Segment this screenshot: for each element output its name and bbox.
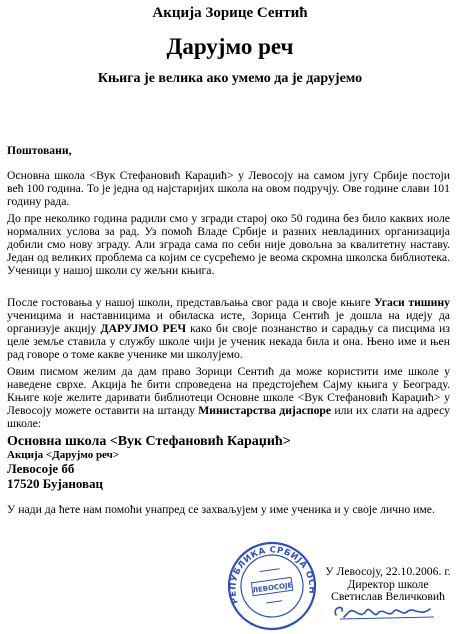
paragraph-2: До пре неколико година радили смо у згради старој око 50 година без било каквих иоле нормалних услова за рад. Уз помоћ Владе Србије и разних невладиних организација добили смо нову зграду. Али зграда сама по себи није довољна за квалитетну наставу. Један од великих проблема са којим се сусрећемо је веома скромна школска библиотека. Ученици у нашој школи су жељни књига. bbox=[7, 212, 450, 277]
paragraph-1: Основна школа <Вук Стефановић Караџић> у Левосоју на самом југу Србије постоји већ 100 година. То је једна од најстаријих школа на овом подручју. Ове године слави 101 годину рада. bbox=[7, 169, 450, 208]
school-stamp bbox=[222, 540, 322, 632]
school-address bbox=[7, 434, 291, 491]
paragraph-3 bbox=[7, 296, 450, 361]
paragraph-3-text-b: ученицима и наставницима и обиласка исте, Зорица Сентић је дошла на идеју да организује акцију bbox=[7, 309, 450, 335]
handwritten-signature bbox=[330, 601, 440, 625]
action-name: ДАРУЈМО РЕЧ bbox=[100, 322, 187, 335]
book-title: Угаси тишину bbox=[374, 296, 450, 309]
paragraph-3-text-c: како би своје познанство и сарадњу са писцима из целе земље ставила у службу школе чији је ученик некада била и она. Њено име и њен рад говоре о томе какве ученике ми школујемо. bbox=[7, 322, 451, 361]
closing-paragraph: У нади да ћете нам помоћи унапред се захваљујем у име ученика и у своје лично име. bbox=[7, 503, 435, 516]
campaign-heading: Акција Зорице Сентић bbox=[152, 5, 308, 21]
address-line-postal: 17520 Бујановац bbox=[7, 476, 104, 491]
address-line-village: Левосоје бб bbox=[7, 461, 75, 476]
stamp-center-text: ЛЕВОСОЈЕ bbox=[251, 581, 293, 595]
paragraph-4 bbox=[7, 365, 450, 430]
page-subtitle: Књига је велика ако умемо да је даруjемо bbox=[97, 71, 363, 86]
paragraph-4-text-a: Овим писмом желим да дам право Зорици Сентић да може користити име школе у наведене сврхе. Акција ће бити спроведена на предстојећем Сајму књига у Београду. Књиге које желите даривати библиотеци Основне школе <Вук Стефановић Караџић> у Левосоју можете оставити на штанду bbox=[7, 365, 450, 417]
signer-name: Светислав Величковић bbox=[331, 590, 445, 603]
ministry-name: Министарства дијаспоре bbox=[198, 404, 332, 417]
stamp-outer-text: РЕПУБЛИКА СРБИЈА ОСНОВНА bbox=[228, 545, 317, 605]
signer-role: Директор школе bbox=[347, 577, 429, 591]
signature-block bbox=[318, 566, 458, 604]
address-line-school: Основна школа <Вук Стефановић Караџић> bbox=[7, 434, 291, 449]
place-date: У Левосоју, 22.10.2006. г. bbox=[325, 565, 451, 578]
paragraph-4-text-b: или их слати на адресу школе: bbox=[7, 404, 450, 430]
paragraph-3-text-a: После гостовања у нашој школи, представљања свог рада и своје књиге bbox=[7, 296, 375, 309]
page-title: Даруjмо реч bbox=[166, 34, 294, 59]
greeting bbox=[7, 144, 450, 157]
greeting-text: Поштовани, bbox=[7, 144, 72, 157]
address-line-action: Акција <Даруjмо реч> bbox=[7, 449, 120, 461]
svg-text:РЕПУБЛИКА СРБИЈА ОСНОВНА ШКОЛА bbox=[222, 540, 318, 608]
